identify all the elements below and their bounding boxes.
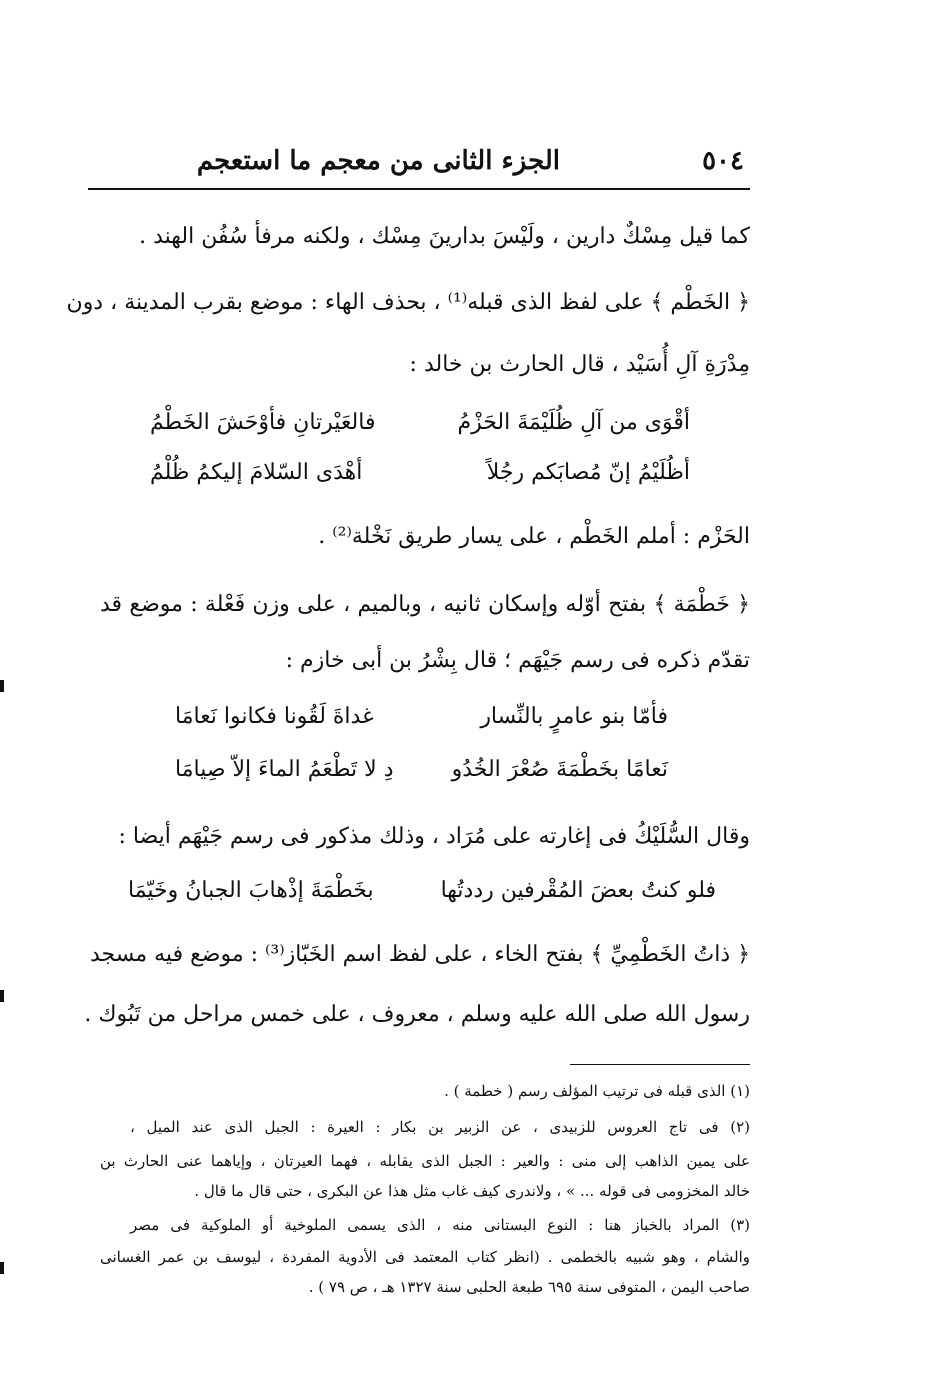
verse-hemistich-left: دِ لا تَطْعَمُ الماءَ إلاّ صِيامَا <box>175 757 394 782</box>
footnote-line: صاحب اليمن ، المتوفى سنة ٦٩٥ طبعة الحلبى سنة ١٣٢٧ هـ ، ص ٧٩ ) . <box>308 1278 750 1296</box>
footnote-line: على يمين الذاهب إلى منى : والعير : الجبل الذى يقابله ، فهما العيرتان ، وإياهما عنى الحارث بن <box>100 1152 750 1170</box>
verse-hemistich-right: فأمّا بنو عامرٍ بالنِّسار <box>480 704 668 729</box>
footnote-line: والشام ، وهو شبيه بالخطمى . (انظر كتاب المعتمد فى الأدوية المفردة ، ليوسف بن عمر الغسانى <box>100 1248 750 1266</box>
footnote-line: (١) الذى قبله فى ترتيب المؤلف رسم ( خطمة ) . <box>444 1082 750 1100</box>
footnote-line: خالد المخزومى فى قوله ... » ، ولاندرى كيف غاب مثل هذا عن البكرى ، حتى قال ما قال . <box>194 1182 750 1200</box>
header-rule <box>88 188 750 190</box>
body-line: تقدّم ذكره فى رسم جَيْهَم ؛ قال بِشْرُ بن أبى خازم : <box>285 648 750 673</box>
page-header <box>88 142 750 190</box>
verse-hemistich-right: نَعامًا بخَطْمَةَ صُعْرَ الخُدُو <box>451 757 668 782</box>
body-line: الحَزْم : أملم الخَطْم ، على يسار طريق نَخْلة⁽²⁾ . <box>318 524 750 549</box>
verse-hemistich-left: بخَطْمَةَ إذْهابَ الجبانُ وخَيّمَا <box>128 878 374 903</box>
body-line: رسول الله صلى الله عليه وسلم ، معروف ، على خمس مراحل من تَبُوك . <box>84 1002 750 1027</box>
footnote-line: (٢) فى تاج العروس للزبيدى ، عن الزبير بن بكار : العيرة : الجبل الذى عند الميل ، <box>130 1118 750 1136</box>
running-title: الجزء الثانى من معجم ما استعجم <box>196 146 560 176</box>
body-line: ﴿ ذاتُ الخَطْمِيِّ ﴾ بفتح الخاء ، على لفظ اسم الخَبّاز⁽³⁾ : موضع فيه مسجد <box>89 942 750 967</box>
body-line: مِدْرَةِ آلِ أُسَيْد ، قال الحارث بن خالد : <box>409 352 750 377</box>
scan-margin-mark <box>0 680 4 692</box>
page-number: ٥٠٤ <box>702 146 744 176</box>
verse-hemistich-right: فلو كنتُ بعضَ المُقْرفين رددتُها <box>440 878 716 903</box>
body-line: كما قيل مِسْكٌ دارين ، ولَيْسَ بدارينَ مِسْك ، ولكنه مرفأ سُفُن الهند . <box>139 224 750 249</box>
verse-hemistich-left: غداةَ لَقُونا فكانوا نَعامَا <box>175 704 374 729</box>
verse-hemistich-left: أهْدَى السّلامَ إليكمُ ظُلْمُ <box>150 460 363 485</box>
scan-margin-mark <box>0 990 4 1002</box>
body-line: ﴿ الخَطْم ﴾ على لفظ الذى قبله⁽¹⁾ ، بحذف الهاء : موضع بقرب المدينة ، دون <box>66 290 750 315</box>
verse-hemistich-left: فالعَيْرتانِ فأوْحَشَ الخَطْمُ <box>150 410 376 435</box>
verse-hemistich-right: أقْوَى من آلِ ظُلَيْمَةَ الحَزْمُ <box>457 410 690 435</box>
verse-hemistich-right: أظُلَيْمُ إنّ مُصابَكم رجُلاً <box>486 460 690 485</box>
body-line: وقال السُّلَيْكُ فى إغارته على مُرَاد ، وذلك مذكور فى رسم جَيْهَم أيضا : <box>118 824 750 849</box>
footnote-line: (٣) المراد بالخباز هنا : النوع البستانى منه ، الذى يسمى الملوخية أو الملوكية فى مصر <box>130 1216 750 1234</box>
body-line: ﴿ خَطْمَة ﴾ بفتح أوّله وإسكان ثانيه ، وبالميم ، على وزن فَعْلة : موضع قد <box>100 592 750 617</box>
footnote-rule <box>570 1064 750 1065</box>
scan-margin-mark <box>0 1262 4 1274</box>
